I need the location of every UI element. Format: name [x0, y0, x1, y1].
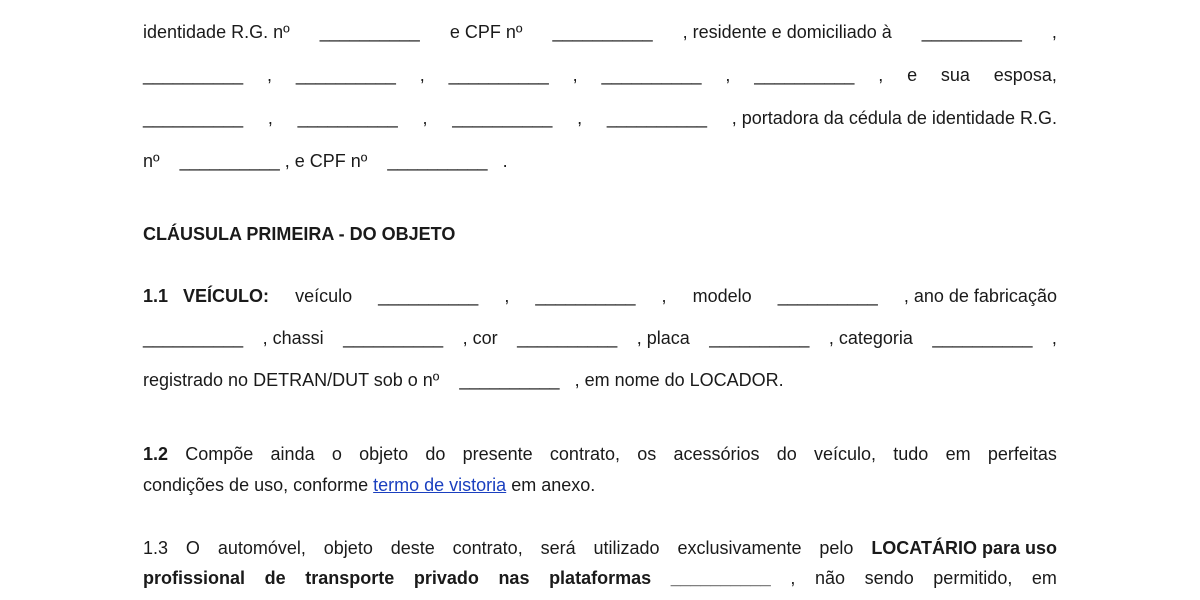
text-fragment: em anexo.: [506, 475, 596, 495]
word: perfeitas: [987, 444, 1057, 464]
word: automóvel,: [217, 538, 306, 558]
word: o: [331, 444, 342, 464]
blank-field: __________: [777, 286, 878, 306]
word: veículo,: [814, 444, 877, 464]
blank-field: __________: [670, 568, 771, 588]
word: acessórios: [673, 444, 760, 464]
word: pelo: [819, 538, 854, 558]
word: deste: [390, 538, 435, 558]
text-fragment: registrado no DETRAN/DUT sob o nº: [143, 370, 440, 390]
text-fragment: ,: [267, 108, 273, 128]
word: O: [185, 538, 200, 558]
text-fragment: ,: [878, 65, 884, 85]
blank-field: __________: [921, 22, 1022, 42]
text-fragment: e: [907, 65, 918, 85]
word: objeto: [323, 538, 373, 558]
text-fragment: e CPF nº: [449, 22, 523, 42]
text-fragment: condições de uso, conforme: [143, 475, 374, 495]
word: em: [1031, 568, 1057, 588]
text-fragment: ,: [504, 286, 510, 306]
word: 1.3: [143, 538, 169, 558]
word: nas: [498, 568, 530, 588]
item-1-3-line-2: [143, 567, 1057, 589]
word: Compõe: [185, 444, 254, 464]
parties-line-3: [143, 107, 1057, 129]
blank-field: __________: [143, 65, 244, 85]
text-fragment: , cor: [462, 328, 498, 348]
text-fragment: modelo: [692, 286, 752, 306]
word: privado: [413, 568, 479, 588]
blank-field: __________: [378, 286, 479, 306]
blank-field: __________: [517, 328, 618, 348]
text-fragment: veículo: [295, 286, 353, 306]
text-fragment: , portadora da cédula de identidade R.G.: [731, 108, 1057, 128]
clause-title: CLÁUSULA PRIMEIRA - DO OBJETO: [143, 224, 456, 244]
word: transporte: [305, 568, 395, 588]
word: em: [945, 444, 971, 464]
blank-field: __________: [535, 286, 636, 306]
item-1-2-line-1: [143, 443, 1057, 465]
text-fragment: ,: [1051, 22, 1057, 42]
word: os: [637, 444, 657, 464]
blank-field: __________: [754, 65, 855, 85]
text-fragment: ,: [419, 65, 425, 85]
word: objeto: [359, 444, 409, 464]
bold-phrase: LOCATÁRIO para uso: [871, 538, 1057, 558]
text-fragment: sua: [940, 65, 970, 85]
text-fragment: ,: [725, 65, 731, 85]
text-fragment: , placa: [636, 328, 690, 348]
blank-field: __________: [932, 328, 1033, 348]
word: tudo: [893, 444, 929, 464]
blank-field: __________: [143, 328, 244, 348]
text-fragment: , ano de fabricação: [903, 286, 1057, 306]
blank-field: __________: [606, 108, 707, 128]
termo-de-vistoria-link[interactable]: termo de vistoria: [373, 475, 507, 495]
blank-field: __________: [143, 108, 244, 128]
word: do: [425, 444, 446, 464]
item-1-1-line-2: [143, 327, 1057, 349]
item-label: 1.2: [143, 444, 169, 464]
text-fragment: esposa,: [993, 65, 1057, 85]
blank-field: __________: [387, 151, 488, 171]
item-1-2-line-2: [143, 474, 1057, 496]
item-1-3-line-1: [143, 537, 1057, 559]
text-fragment: ,: [422, 108, 428, 128]
blank-field: __________: [459, 370, 560, 390]
word: sendo: [864, 568, 914, 588]
cropped-top-line: [143, 0, 1057, 2]
text-fragment: , residente e domiciliado à: [682, 22, 892, 42]
blank-field: __________: [452, 108, 553, 128]
blank-field: __________: [709, 328, 810, 348]
text-fragment: , em nome do LOCADOR.: [574, 370, 784, 390]
word: contrato,: [452, 538, 523, 558]
text-fragment: identidade R.G. nº: [143, 22, 290, 42]
text-fragment: , e CPF nº: [284, 151, 368, 171]
word: presente: [462, 444, 533, 464]
word: exclusivamente: [677, 538, 802, 558]
text-fragment: ,: [572, 65, 578, 85]
parties-line-4: [143, 150, 1057, 172]
text-fragment: ,: [266, 65, 272, 85]
word: não: [815, 568, 846, 588]
word: utilizado: [593, 538, 660, 558]
word: ainda: [270, 444, 315, 464]
blank-field: __________: [601, 65, 702, 85]
text-fragment: .: [502, 151, 508, 171]
text-fragment: , chassi: [262, 328, 324, 348]
word: contrato,: [549, 444, 620, 464]
blank-field: __________: [448, 65, 549, 85]
word: permitido,: [933, 568, 1013, 588]
text-fragment: nº: [143, 151, 160, 171]
word: será: [540, 538, 576, 558]
text-fragment: ,: [1051, 328, 1057, 348]
word: ,: [790, 568, 796, 588]
blank-field: __________: [552, 22, 653, 42]
word: do: [776, 444, 797, 464]
blank-field: __________: [297, 108, 398, 128]
blank-field: __________: [295, 65, 396, 85]
text-fragment: , categoria: [828, 328, 913, 348]
item-label: 1.1 VEÍCULO:: [143, 286, 270, 306]
item-1-1-line-3: [143, 369, 1057, 391]
text-fragment: ,: [661, 286, 667, 306]
word: de: [264, 568, 286, 588]
word: plataformas: [549, 568, 652, 588]
word: profissional: [143, 568, 246, 588]
item-1-1-line-1: [143, 285, 1057, 307]
blank-field: __________: [179, 151, 280, 171]
parties-line-2: [143, 64, 1057, 86]
blank-field: __________: [343, 328, 444, 348]
blank-field: __________: [319, 22, 420, 42]
parties-line-1: [143, 21, 1057, 43]
text-fragment: ,: [577, 108, 583, 128]
